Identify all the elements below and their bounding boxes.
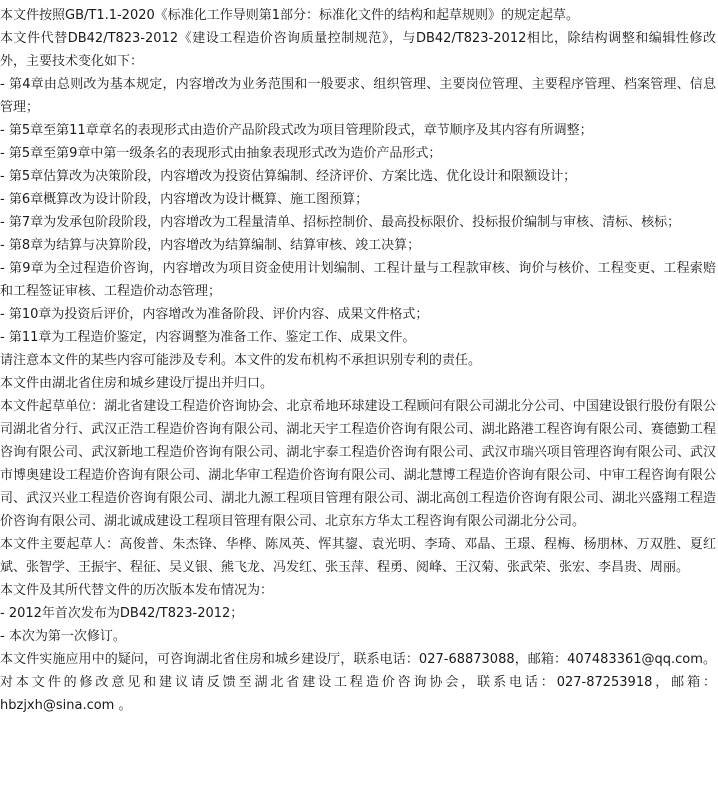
- list-item-change-ch8: - 第8章为结算与决算阶段，内容增改为结算编制、结算审核、竣工决算；: [0, 238, 421, 253]
- paragraph-history-intro: 本文件及其所代替文件的历次版本发布情况为：: [0, 583, 274, 598]
- list-item-change-ch10: - 第10章为投资后评价，内容增改为准备阶段、评价内容、成果文件格式；: [0, 307, 429, 322]
- paragraph-proposer: 本文件由湖北省住房和城乡建设厅提出并归口。: [0, 376, 274, 391]
- paragraph-replacement-intro: 本文件代替DB42/T823-2012《建设工程造价咨询质量控制规范》，与DB42/T823-2012相比，除结构调整和编辑性修改外，主要技术变化如下：: [0, 31, 716, 69]
- list-item-change-ch11: - 第11章为工程造价鉴定，内容调整为准备工作、鉴定工作、成果文件。: [0, 330, 416, 345]
- paragraph-drafting-units: 本文件起草单位：湖北省建设工程造价咨询协会、北京希地环球建设工程顾问有限公司湖北分公司、中国建设银行股份有限公司湖北省分行、武汉正浩工程造价咨询有限公司、湖北天宇工程造价咨询有限公司、湖北路港工程咨询有限公司、赛德勤工程咨询有限公司、武汉新地工程造价咨询有限公司、湖北宇泰工程造价咨询有限公司、武汉市瑞兴项目管理咨询有限公司、武汉市博奥建设工程造价咨询有限公司、湖北华审工程造价咨询有限公司、湖北慧博工程造价咨询有限公司、中审工程咨询有限公司、武汉兴业工程造价咨询有限公司、湖北九源工程项目管理有限公司、湖北高创工程造价咨询有限公司、湖北兴盛翔工程造价咨询有限公司、湖北诚成建设工程项目管理有限公司、北京东方华太工程咨询有限公司湖北分公司。: [0, 399, 716, 529]
- paragraph-contact-info: 本文件实施应用中的疑问，可咨询湖北省住房和城乡建设厅，联系电话：027-68873088，邮箱：407483361@qq.com。对本文件的修改意见和建议请反馈至湖北省建设工程造价咨询协会，联系电话：027-87253918，邮箱：hbzjxh@sina.com 。: [0, 652, 716, 713]
- list-item-change-ch4: - 第4章由总则改为基本规定，内容增改为业务范围和一般要求、组织管理、主要岗位管理、主要程序管理、档案管理、信息管理；: [0, 77, 716, 115]
- list-item-change-ch5: - 第5章估算改为决策阶段，内容增改为投资估算编制、经济评价、方案比选、优化设计和限额设计；: [0, 169, 577, 184]
- paragraph-drafters: 本文件主要起草人：高俊普、朱杰锋、华桦、陈凤英、恽其鋆、袁光明、李琦、邓晶、王璟、程梅、杨朋林、万双胜、夏红斌、张智学、王振宇、程征、吴义银、熊飞龙、冯发红、张玉萍、程勇、阅峰、王汉菊、张武荣、张宏、李昌贵、周丽。: [0, 537, 716, 575]
- list-item-history-2012: - 2012年首次发布为DB42/T823-2012；: [0, 606, 244, 621]
- list-item-change-ch6: - 第6章概算改为设计阶段，内容增改为设计概算、施工图预算；: [0, 192, 369, 207]
- paragraph-patent-notice: 请注意本文件的某些内容可能涉及专利。本文件的发布机构不承担识别专利的责任。: [0, 353, 482, 368]
- list-item-change-ch7: - 第7章为发承包阶段阶段，内容增改为工程量清单、招标控制价、最高投标限价、投标报价编制与审核、清标、核标；: [0, 215, 681, 230]
- list-item-change-ch9: - 第9章为全过程造价咨询，内容增改为项目资金使用计划编制、工程计量与工程款审核、询价与核价、工程变更、工程索赔和工程签证审核、工程造价动态管理；: [0, 261, 716, 299]
- list-item-change-ch5-11: - 第5章至第11章章名的表现形式由造价产品阶段式改为项目管理阶段式，章节顺序及其内容有所调整；: [0, 123, 593, 138]
- list-item-history-revision: - 本次为第一次修订。: [0, 629, 126, 644]
- list-item-change-ch5-9: - 第5章至第9章中第一级条名的表现形式由抽象表现形式改为造价产品形式；: [0, 146, 442, 161]
- paragraph-drafting-basis: 本文件按照GB/T1.1-2020《标准化工作导则第1部分：标准化文件的结构和起草规则》的规定起草。: [0, 8, 580, 23]
